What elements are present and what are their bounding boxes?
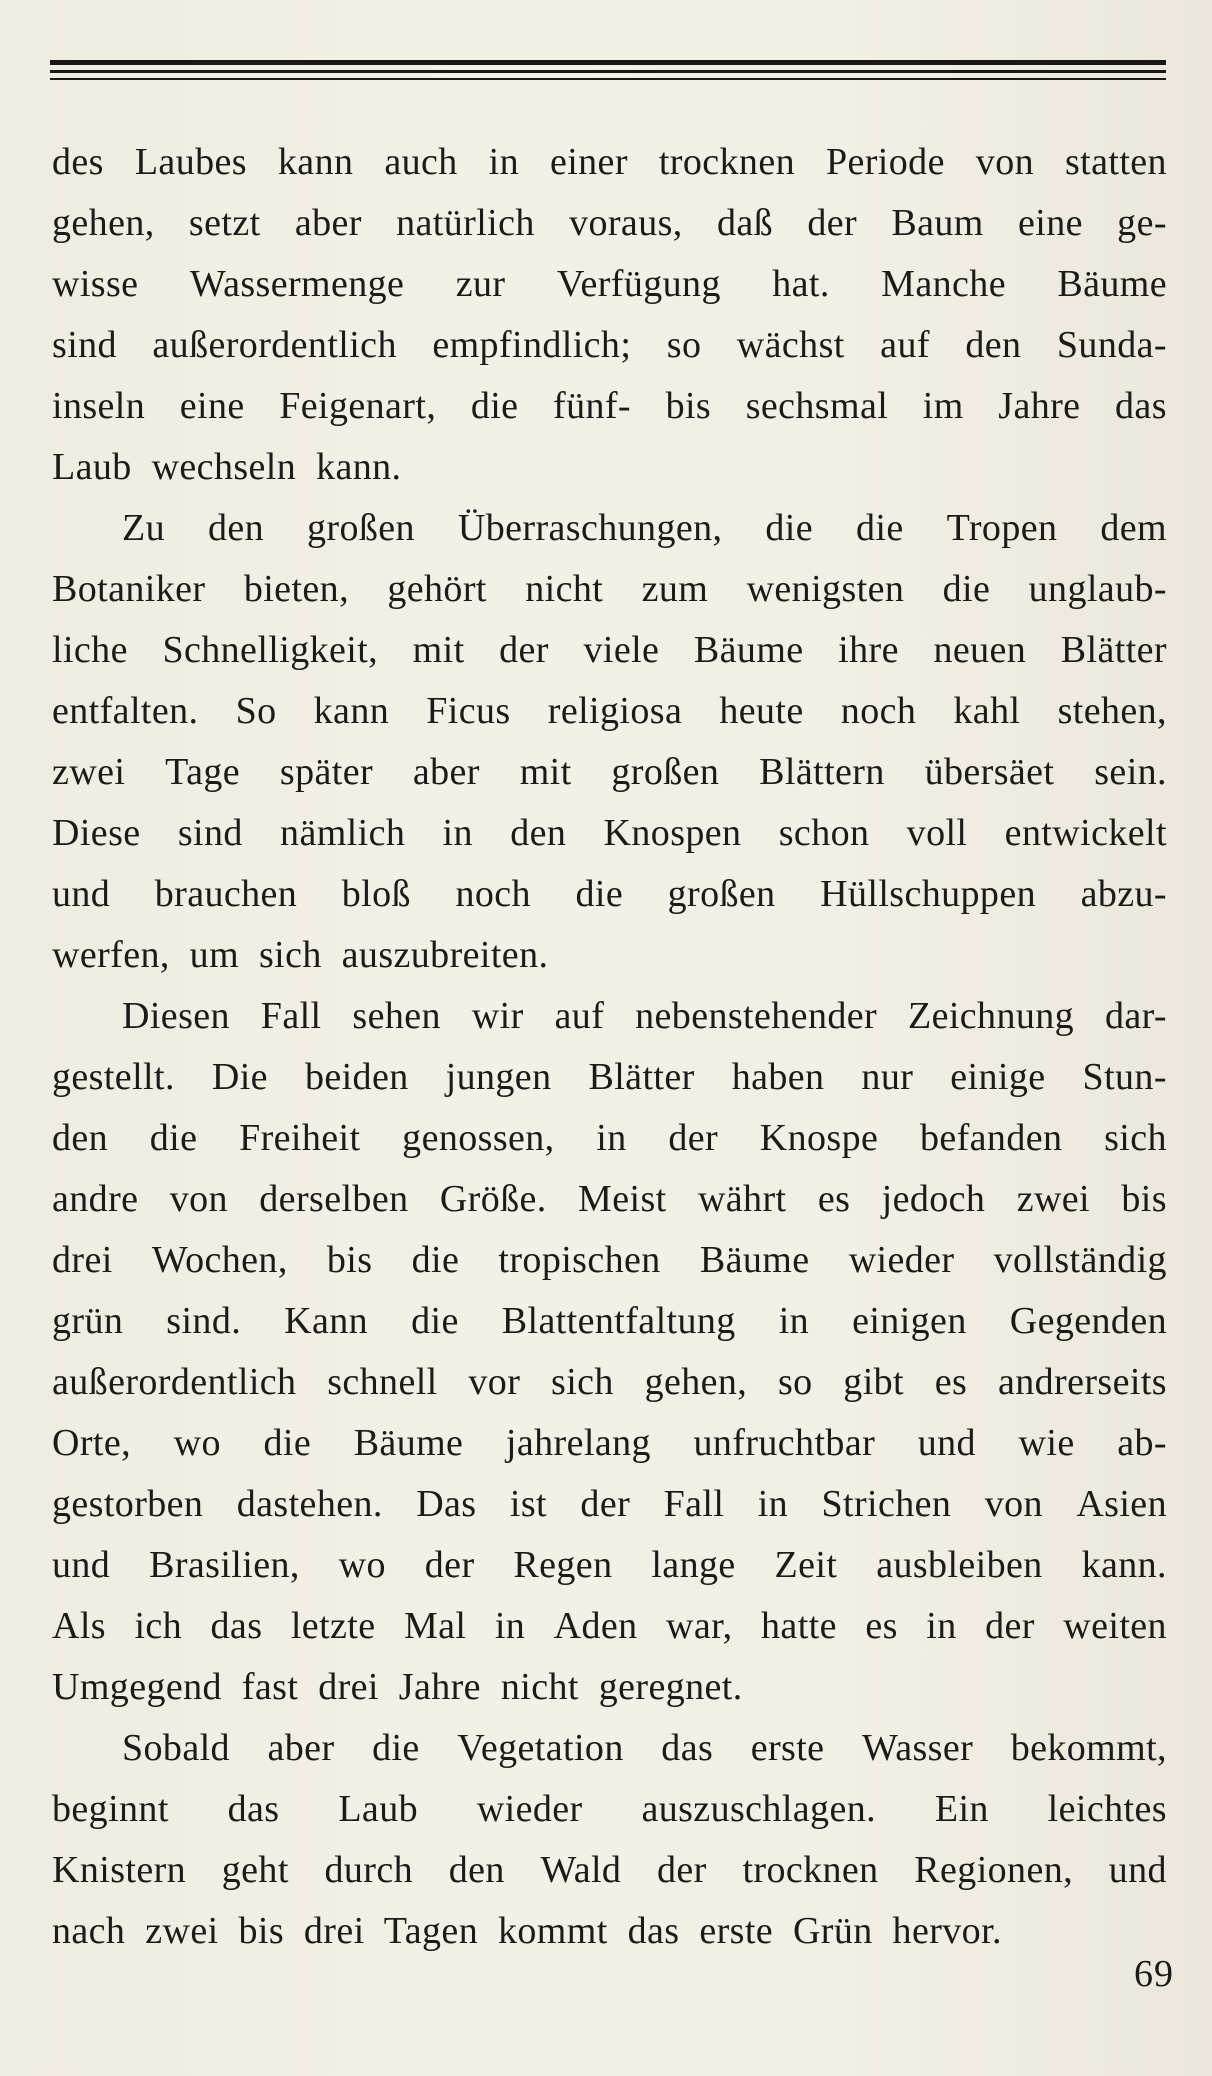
word: dastehen.	[236, 1483, 383, 1525]
word: der	[580, 1483, 631, 1525]
word: Blätter	[1060, 629, 1167, 671]
word: und	[52, 873, 111, 915]
word: Kann	[284, 1300, 369, 1342]
word: den	[965, 324, 1022, 366]
header-rule-middle	[50, 70, 1166, 73]
header-rule-thin	[50, 78, 1166, 80]
word: dar-	[1104, 995, 1167, 1037]
word: eine	[1018, 202, 1083, 244]
word: Sunda-	[1056, 324, 1167, 366]
word: es	[817, 1178, 851, 1220]
word: Bäume	[693, 629, 804, 671]
word: großen	[307, 507, 415, 549]
word: so	[777, 1361, 813, 1403]
paragraph	[52, 1718, 1167, 1962]
word: Wasser	[861, 1727, 974, 1769]
word: im	[922, 385, 964, 427]
word: Schnelligkeit,	[162, 629, 379, 671]
word: Asien	[1076, 1483, 1167, 1525]
paragraph	[52, 498, 1167, 986]
word: gestellt.	[52, 1056, 175, 1098]
word: sein.	[1094, 751, 1167, 793]
word: natürlich	[396, 202, 535, 244]
text-line	[52, 864, 1167, 925]
word: sehen	[352, 995, 441, 1037]
word: einigen	[852, 1300, 967, 1342]
word: der	[657, 1849, 707, 1891]
word: in	[596, 1117, 627, 1159]
word: unfruchtbar	[693, 1422, 876, 1464]
word: die	[575, 873, 624, 915]
word: viele	[583, 629, 660, 671]
word: kahl	[953, 690, 1021, 732]
word: und	[917, 1422, 976, 1464]
word: befanden	[919, 1117, 1063, 1159]
word: die	[263, 1422, 312, 1464]
text-line	[52, 132, 1167, 193]
word: es	[934, 1361, 968, 1403]
word: lange	[651, 1544, 736, 1586]
text-line	[52, 1474, 1167, 1535]
body-text	[52, 132, 1167, 1962]
text-line	[52, 1230, 1167, 1291]
word: Wassermenge	[189, 263, 405, 305]
word: übersäet	[924, 751, 1055, 793]
paragraph	[52, 132, 1167, 498]
text-line	[52, 1840, 1167, 1901]
word: nebenstehender	[635, 995, 878, 1037]
word: den	[52, 1117, 109, 1159]
word: geht	[221, 1849, 289, 1891]
word: Knospen	[603, 812, 742, 854]
word: Mal	[403, 1605, 467, 1647]
word: in	[926, 1605, 957, 1647]
word: außerordentlich	[152, 324, 397, 366]
word: wo	[173, 1422, 221, 1464]
word: mit	[412, 629, 465, 671]
word: sind	[177, 812, 243, 854]
word: das	[661, 1727, 714, 1769]
word: bis	[326, 1239, 373, 1281]
word: einer	[549, 141, 628, 183]
word: Bäume	[1057, 263, 1167, 305]
word: der	[807, 202, 858, 244]
word: wir	[471, 995, 524, 1037]
word: Bäume	[353, 1422, 464, 1464]
word: den	[207, 507, 265, 549]
word: Verfügung	[556, 263, 721, 305]
word: mit	[519, 751, 572, 793]
word: Tropen	[946, 507, 1058, 549]
word: Laubes	[134, 141, 247, 183]
word: andre	[52, 1178, 139, 1220]
word: erste	[750, 1727, 825, 1769]
word: den	[448, 1849, 505, 1891]
word: wo	[338, 1544, 386, 1586]
word: Laub	[338, 1788, 418, 1830]
text-line	[52, 1108, 1167, 1169]
word: liche	[52, 629, 128, 671]
word: so	[666, 324, 702, 366]
text-line: nach zwei bis drei Tagen kommt das erste Grün hervor.	[52, 1910, 1002, 1952]
text-line	[52, 498, 1167, 559]
word: nicht	[525, 568, 604, 610]
text-line	[52, 620, 1167, 681]
word: der	[499, 629, 549, 671]
word: und	[1108, 1849, 1167, 1891]
word: haben	[731, 1056, 825, 1098]
word: Botaniker	[52, 568, 206, 610]
word: die	[149, 1117, 198, 1159]
word: wieder	[476, 1788, 583, 1830]
text-line	[52, 1047, 1167, 1108]
word: weiten	[1063, 1605, 1167, 1647]
word: ist	[509, 1483, 548, 1525]
word: sechsmal	[745, 385, 889, 427]
word: in	[442, 812, 473, 854]
word: die	[765, 507, 814, 549]
word: Sobald	[122, 1727, 230, 1769]
word: Gegenden	[1009, 1300, 1167, 1342]
word: beiden	[304, 1056, 409, 1098]
word: gehen,	[644, 1361, 748, 1403]
word: wie	[1018, 1422, 1075, 1464]
word: Regionen,	[914, 1849, 1074, 1891]
word: trocknen	[658, 141, 795, 183]
word: Ein	[934, 1788, 989, 1830]
word: derselben	[259, 1178, 409, 1220]
text-line	[52, 1352, 1167, 1413]
text-line: Umgegend fast drei Jahre nicht geregnet.	[52, 1666, 743, 1708]
word: Fall	[663, 1483, 725, 1525]
word: von	[984, 1483, 1043, 1525]
word: aber	[412, 751, 480, 793]
word: in	[488, 141, 519, 183]
word: Orte,	[52, 1422, 132, 1464]
word: Meist	[578, 1178, 667, 1220]
word: wächst	[736, 324, 845, 366]
word: das	[1115, 385, 1167, 427]
word: durch	[324, 1849, 414, 1891]
word: kann.	[1081, 1544, 1167, 1586]
word: So	[235, 690, 277, 732]
word: Stun-	[1082, 1056, 1167, 1098]
word: der	[424, 1544, 475, 1586]
word: auf	[554, 995, 605, 1037]
word: entfalten.	[52, 690, 199, 732]
word: Zeichnung	[907, 995, 1075, 1037]
word: auch	[384, 141, 458, 183]
word: noch	[840, 690, 917, 732]
word: war,	[666, 1605, 733, 1647]
word: sind	[52, 324, 117, 366]
word: den	[510, 812, 567, 854]
word: Manche	[881, 263, 1006, 305]
word: Knistern	[52, 1849, 187, 1891]
word: Strichen	[821, 1483, 952, 1525]
word: gehen,	[52, 202, 155, 244]
word: fünf-	[553, 385, 631, 427]
word: später	[279, 751, 374, 793]
word: Wochen,	[151, 1239, 288, 1281]
word: Wald	[540, 1849, 622, 1891]
text-line	[52, 1291, 1167, 1352]
word: daß	[716, 202, 774, 244]
word: das	[210, 1605, 263, 1647]
word: auf	[880, 324, 930, 366]
word: nämlich	[280, 812, 406, 854]
word: noch	[455, 873, 531, 915]
word: bis	[665, 385, 712, 427]
word: voraus,	[569, 202, 683, 244]
word: andrerseits	[997, 1361, 1167, 1403]
word: in	[494, 1605, 526, 1647]
word: bekommt,	[1010, 1727, 1167, 1769]
word: großen	[667, 873, 776, 915]
word: schnell	[327, 1361, 438, 1403]
word: Das	[416, 1483, 477, 1525]
word: die	[942, 568, 991, 610]
word: Regen	[513, 1544, 613, 1586]
text-line	[52, 1718, 1167, 1779]
word: wenigsten	[746, 568, 905, 610]
word: Brasilien,	[149, 1544, 300, 1586]
word: grün	[52, 1300, 124, 1342]
word: großen	[611, 751, 720, 793]
word: letzte	[290, 1605, 376, 1647]
text-line	[52, 1169, 1167, 1230]
word: einige	[950, 1056, 1046, 1098]
header-rules	[50, 60, 1166, 82]
word: Freiheit	[239, 1117, 361, 1159]
word: Diese	[52, 812, 141, 854]
word: sich	[1104, 1117, 1167, 1159]
word: von	[169, 1178, 228, 1220]
word: voll	[906, 812, 968, 854]
word: in	[778, 1300, 810, 1342]
word: neuen	[933, 629, 1027, 671]
word: trocknen	[742, 1849, 879, 1891]
word: hatte	[761, 1605, 837, 1647]
word: Blättern	[759, 751, 885, 793]
word: zwei	[1016, 1178, 1091, 1220]
word: die	[411, 1239, 460, 1281]
text-line	[52, 803, 1167, 864]
word: sich	[551, 1361, 614, 1403]
word: wisse	[52, 263, 139, 305]
text-line	[52, 376, 1167, 437]
word: sind.	[166, 1300, 242, 1342]
word: Zeit	[774, 1544, 838, 1586]
text-line	[52, 681, 1167, 742]
word: Vegetation	[457, 1727, 624, 1769]
word: Aden	[553, 1605, 638, 1647]
word: Feigenart,	[279, 385, 437, 427]
word: ab-	[1117, 1422, 1167, 1464]
word: brauchen	[154, 873, 298, 915]
word: Blattentfaltung	[501, 1300, 736, 1342]
word: tropischen	[498, 1239, 661, 1281]
word: religiosa	[547, 690, 683, 732]
word: aber	[294, 202, 362, 244]
text-line: werfen, um sich auszubreiten.	[52, 934, 549, 976]
word: aber	[267, 1727, 335, 1769]
word: gehört	[387, 568, 487, 610]
word: hat.	[772, 263, 830, 305]
word: jungen	[445, 1056, 552, 1098]
text-line	[52, 1779, 1167, 1840]
text-line	[52, 986, 1167, 1047]
word: währt	[697, 1178, 787, 1220]
word: Größe.	[439, 1178, 547, 1220]
word: dem	[1100, 507, 1167, 549]
word: Periode	[825, 141, 945, 183]
word: Knospe	[759, 1117, 879, 1159]
word: der	[668, 1117, 719, 1159]
word: kann	[277, 141, 354, 183]
word: die	[411, 1300, 459, 1342]
word: Bäume	[699, 1239, 810, 1281]
word: bis	[1121, 1178, 1167, 1220]
word: bloß	[341, 873, 411, 915]
text-line	[52, 742, 1167, 803]
word: ausbleiben	[876, 1544, 1043, 1586]
word: Überraschungen,	[457, 507, 723, 549]
word: jedoch	[881, 1178, 986, 1220]
word: schon	[778, 812, 870, 854]
word: drei	[52, 1239, 113, 1281]
word: unglaub-	[1028, 568, 1167, 610]
word: bieten,	[243, 568, 349, 610]
text-line	[52, 315, 1167, 376]
word: leichtes	[1047, 1788, 1167, 1830]
text-line	[52, 1535, 1167, 1596]
word: zum	[641, 568, 709, 610]
text-line	[52, 1413, 1167, 1474]
text-line	[52, 559, 1167, 620]
word: inseln	[52, 385, 146, 427]
word: genossen,	[402, 1117, 555, 1159]
word: zur	[455, 263, 506, 305]
word: zwei	[52, 751, 126, 793]
word: des	[52, 141, 104, 183]
word: entwickelt	[1004, 812, 1167, 854]
word: Die	[211, 1056, 268, 1098]
word: empfindlich;	[432, 324, 632, 366]
word: Als	[52, 1605, 106, 1647]
word: Ficus	[426, 690, 511, 732]
word: die	[372, 1727, 420, 1769]
word: eine	[179, 385, 245, 427]
word: gibt	[843, 1361, 905, 1403]
word: kann	[313, 690, 390, 732]
word: beginnt	[52, 1788, 169, 1830]
word: abzu-	[1080, 873, 1167, 915]
word: wieder	[848, 1239, 955, 1281]
word: das	[227, 1788, 280, 1830]
word: Hüllschuppen	[820, 873, 1037, 915]
word: vor	[468, 1361, 521, 1403]
word: stehen,	[1057, 690, 1167, 732]
word: auszuschlagen.	[641, 1788, 877, 1830]
word: Baum	[891, 202, 984, 244]
word: in	[757, 1483, 789, 1525]
word: jahrelang	[505, 1422, 651, 1464]
word: außerordentlich	[52, 1361, 297, 1403]
word: Tage	[165, 751, 241, 793]
word: vollständig	[993, 1239, 1167, 1281]
word: statten	[1064, 141, 1167, 183]
word: nur	[861, 1056, 914, 1098]
word: Zu	[122, 507, 166, 549]
page-number: 69	[1134, 1953, 1174, 1995]
word: es	[865, 1605, 898, 1647]
word: ich	[134, 1605, 183, 1647]
word: heute	[719, 690, 804, 732]
word: Fall	[260, 995, 322, 1037]
word: die	[470, 385, 519, 427]
word: Diesen	[122, 995, 230, 1037]
word: Blätter	[588, 1056, 695, 1098]
word: der	[985, 1605, 1035, 1647]
word: ge-	[1117, 202, 1167, 244]
text-line	[52, 193, 1167, 254]
word: und	[52, 1544, 111, 1586]
text-line	[52, 254, 1167, 315]
paragraph	[52, 986, 1167, 1718]
header-rule-thick	[50, 60, 1166, 65]
word: Jahre	[998, 385, 1081, 427]
word: ihre	[838, 629, 899, 671]
text-line	[52, 1596, 1167, 1657]
text-line: Laub wechseln kann.	[52, 446, 402, 488]
word: gestorben	[52, 1483, 204, 1525]
word: die	[856, 507, 904, 549]
word: setzt	[188, 202, 261, 244]
word: von	[975, 141, 1034, 183]
